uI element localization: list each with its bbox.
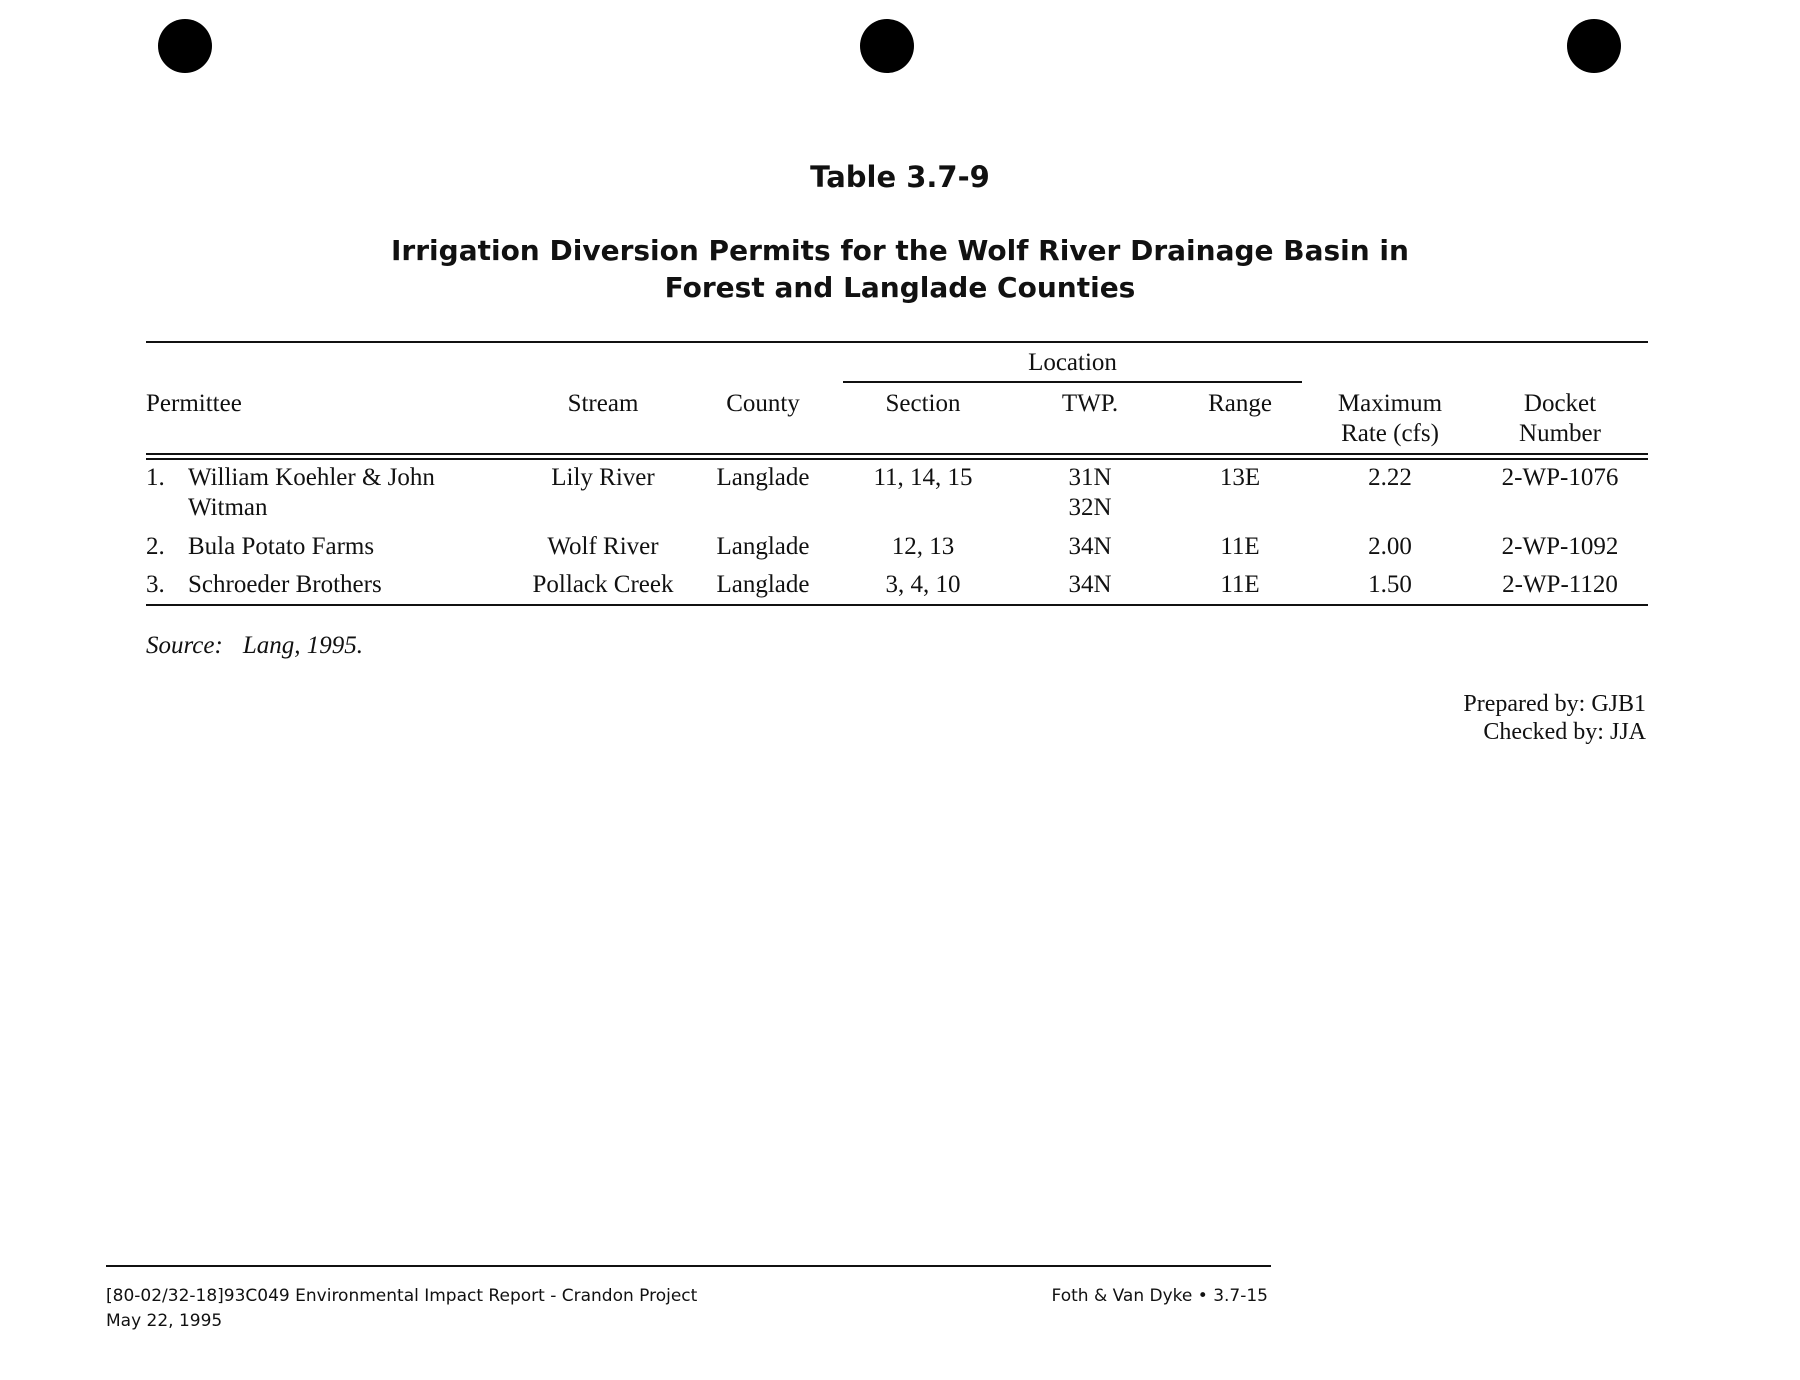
row-stream: Wolf River (547, 533, 659, 560)
header-location: Location (1028, 349, 1117, 376)
row-docket: 2-WP-1120 (1502, 571, 1618, 598)
row-number: 3. (146, 571, 165, 598)
row-county: Langlade (716, 571, 810, 598)
row-number: 1. (146, 464, 165, 491)
row-number: 2. (146, 533, 165, 560)
table-title-line-1: Irrigation Diversion Permits for the Wolf River Drainage Basin in (391, 234, 1409, 267)
row-docket: 2-WP-1092 (1501, 533, 1619, 560)
row-twp: 31N 32N (1068, 464, 1112, 521)
header-rule-lower (146, 458, 1648, 460)
footer-rule (106, 1265, 1271, 1267)
row-section: 11, 14, 15 (873, 464, 973, 491)
footer-date: May 22, 1995 (106, 1311, 223, 1331)
header-county: County (726, 390, 800, 417)
header-stream: Stream (567, 390, 639, 417)
location-group-rule (843, 381, 1302, 383)
row-twp: 34N (1068, 533, 1112, 560)
row-range: 13E (1219, 464, 1261, 491)
row-max-rate: 2.00 (1368, 533, 1412, 560)
row-permittee: Bula Potato Farms (188, 533, 375, 560)
table-number: Table 3.7-9 (810, 160, 990, 194)
row-docket: 2-WP-1076 (1501, 464, 1619, 491)
row-range: 11E (1220, 533, 1260, 560)
table-title-line-2: Forest and Langlade Counties (664, 271, 1136, 304)
header-rule-upper (146, 453, 1648, 455)
source-label: Source: (146, 632, 223, 659)
header-permittee: Permittee (146, 390, 242, 417)
table-bottom-rule (146, 604, 1648, 606)
checked-by: Checked by: JJA (1483, 719, 1646, 745)
source-note (146, 632, 363, 660)
footer-report-id: [80-02/32-18]93C049 Environmental Impact Report - Crandon Project (106, 1286, 698, 1306)
row-stream: Pollack Creek (532, 571, 674, 598)
prepared-by: Prepared by: GJB1 (1463, 691, 1646, 717)
row-max-rate: 1.50 (1368, 571, 1412, 598)
header-range: Range (1208, 390, 1272, 417)
row-range: 11E (1220, 571, 1260, 598)
row-permittee: William Koehler & John Witman (188, 464, 435, 521)
table-top-rule (146, 341, 1648, 343)
source-text: Lang, 1995. (242, 632, 363, 659)
row-permittee: Schroeder Brothers (188, 571, 382, 598)
binder-hole-left (158, 19, 212, 73)
prepared-block (1463, 690, 1646, 746)
table-title (0, 232, 1800, 306)
footer-page-number: Foth & Van Dyke • 3.7-15 (1051, 1286, 1268, 1306)
header-docket-number: Docket Number (1519, 390, 1601, 447)
header-maximum-rate: Maximum Rate (cfs) (1337, 390, 1443, 447)
row-stream: Lily River (551, 464, 655, 491)
row-twp: 34N (1068, 571, 1112, 598)
header-twp: TWP. (1061, 390, 1119, 417)
footer-left (106, 1284, 697, 1334)
row-county: Langlade (716, 464, 810, 491)
binder-hole-right (1567, 19, 1621, 73)
row-section: 3, 4, 10 (885, 571, 961, 598)
row-county: Langlade (716, 533, 810, 560)
row-max-rate: 2.22 (1368, 464, 1412, 491)
row-section: 12, 13 (891, 533, 955, 560)
binder-hole-center (860, 19, 914, 73)
header-section: Section (885, 390, 961, 417)
